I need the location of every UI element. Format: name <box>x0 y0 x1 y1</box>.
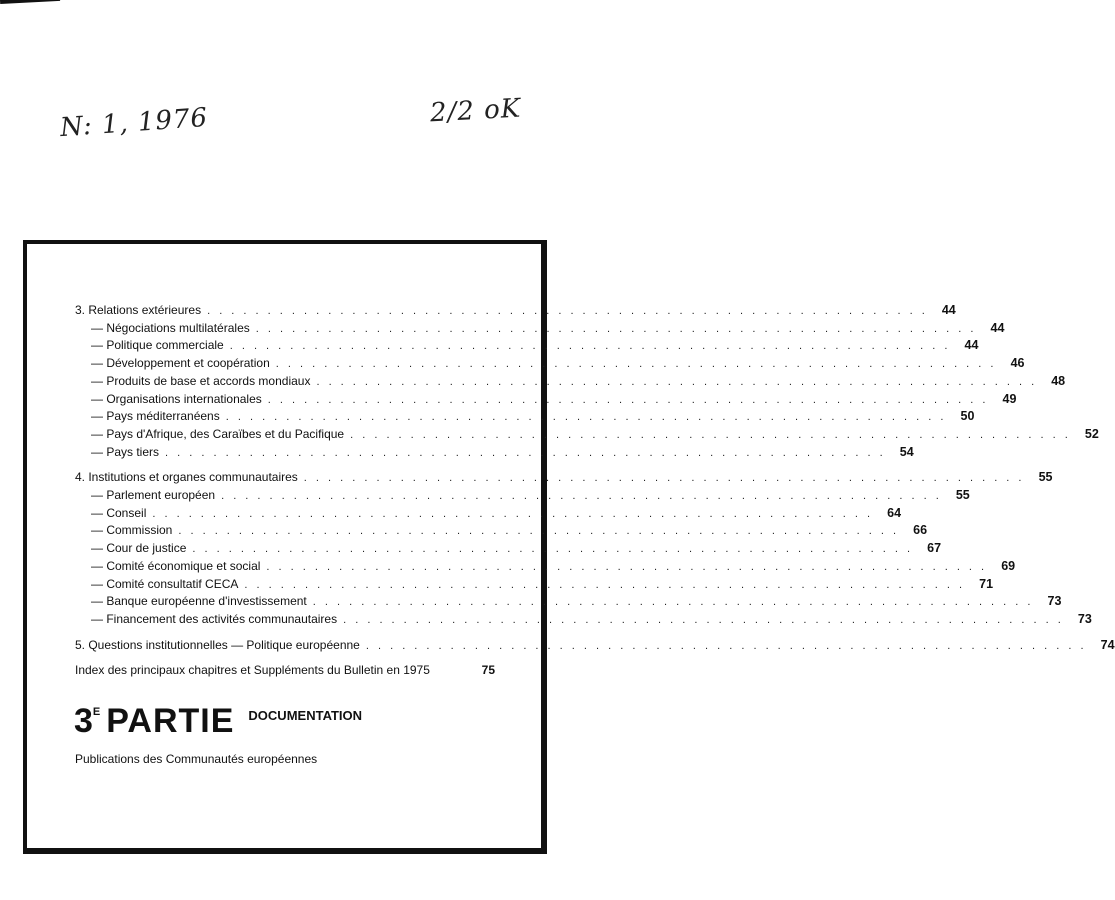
part-superscript: E <box>92 706 101 718</box>
toc-page-number: 69 <box>1001 558 1016 573</box>
toc-page-number: 73 <box>1047 594 1062 609</box>
toc-subentry <box>75 522 928 540</box>
toc-label: — Comité consultatif CECA <box>91 576 239 591</box>
toc-page-number: 71 <box>979 576 994 591</box>
toc-page-number: 44 <box>990 320 1005 335</box>
toc-label: — Banque européenne d'investissement <box>91 594 307 609</box>
toc-subentry <box>75 593 1062 611</box>
toc-subentry <box>75 355 1025 373</box>
toc-label: — Négociations multilatérales <box>91 320 250 335</box>
toc-page-number: 55 <box>1038 470 1053 485</box>
toc-label: — Pays méditerranéens <box>91 409 220 424</box>
toc-page-number: 48 <box>1051 373 1066 388</box>
index-entry <box>75 662 495 679</box>
spacer <box>75 654 495 662</box>
toc-subentry <box>75 611 1092 629</box>
dot-leader: . . . . . . . . . . . . . . . . . . . . . . . . . . . . . . . . . . . . . . . . . . . . . . . . . . . . . . . . . . . . <box>267 393 989 406</box>
dot-leader: . . . . . . . . . . . . . . . . . . . . . . . . . . . . . . . . . . . . . . . . . . . . . . . . . . . . . . . . . . . . <box>165 446 886 459</box>
dot-leader: . . . . . . . . . . . . . . . . . . . . . . . . . . . . . . . . . . . . . . . . . . . . . . . . . . . . . . . . . . . . <box>365 639 1087 652</box>
section-gap <box>75 461 495 469</box>
dot-leader: . . . . . . . . . . . . . . . . . . . . . . . . . . . . . . . . . . . . . . . . . . . . . . . . . . . . . . . . . . . . <box>244 578 966 591</box>
table-of-contents <box>75 302 1115 679</box>
toc-page-number: 54 <box>899 444 914 459</box>
dot-leader: . . . . . . . . . . . . . . . . . . . . . . . . . . . . . . . . . . . . . . . . . . . . . . . . . . . . . . . . . . . . <box>207 305 928 317</box>
toc-label: — Développement et coopération <box>91 356 270 371</box>
toc-label: 5. Questions institutionnelles — Politique européenne <box>75 637 360 652</box>
toc-label: 4. Institutions et organes communautaires <box>75 470 298 485</box>
dot-leader: . . . . . . . . . . . . . . . . . . . . . . . . . . . . . . . . . . . . . . . . . . . . . . . . . . . . . . . . . . . . <box>152 507 874 520</box>
part-subtitle: DOCUMENTATION <box>248 708 363 723</box>
toc-subentry <box>75 505 902 523</box>
toc-page-number: 50 <box>960 409 975 424</box>
toc-section <box>75 637 1115 655</box>
toc-label: — Parlement européen <box>91 488 216 503</box>
toc-page-number: 66 <box>913 523 928 538</box>
toc-subentry <box>75 444 914 462</box>
toc-section <box>75 302 956 320</box>
toc-label: — Conseil <box>91 505 147 520</box>
dot-leader: . . . . . . . . . . . . . . . . . . . . . . . . . . . . . . . . . . . . . . . . . . . . . . . . . . . . . . . . . . . . <box>225 411 947 424</box>
toc-page-number: 44 <box>964 338 979 353</box>
toc-subentry <box>75 426 1099 444</box>
toc-page-number: 52 <box>1084 426 1099 441</box>
dot-leader: . . . . . . . . . . . . . . . . . . . . . . . . . . . . . . . . . . . . . . . . . . . . . . . . . . . . . . . . . . . . <box>312 596 1034 609</box>
scan-mark <box>0 0 60 4</box>
part-word: PARTIE <box>106 702 235 740</box>
toc-label: — Financement des activités communautaires <box>91 611 338 626</box>
dot-leader: . . . . . . . . . . . . . . . . . . . . . . . . . . . . . . . . . . . . . . . . . . . . . . . . . . . . . . . . . . . . <box>350 428 1071 441</box>
toc-label: 3. Relations extérieures <box>75 303 202 317</box>
index-label: Index des principaux chapitres et Suppléments du Bulletin en 1975 <box>75 663 430 678</box>
toc-page-number: 67 <box>927 541 942 556</box>
toc-label: — Pays tiers <box>91 444 160 459</box>
dot-leader: . . . . . . . . . . . . . . . . . . . . . . . . . . . . . . . . . . . . . . . . . . . . . . . . . . . . . . . . . . . . <box>178 525 900 538</box>
dot-leader: . . . . . . . . . . . . . . . . . . . . . . . . . . . . . . . . . . . . . . . . . . . . . . . . . . . . . . . . . . . . <box>303 472 1025 485</box>
toc-label: — Produits de base et accords mondiaux <box>91 373 311 388</box>
toc-subentry <box>75 337 979 355</box>
toc-label: — Cour de justice <box>91 541 187 556</box>
toc-page-number: 74 <box>1100 637 1115 652</box>
toc-page-number: 73 <box>1077 611 1092 626</box>
dot-leader: . . . . . . . . . . . . . . . . . . . . . . . . . . . . . . . . . . . . . . . . . . . . . . . . . . . . . . . . . . . . <box>343 613 1064 626</box>
toc-subentry <box>75 391 1017 409</box>
toc-subentry <box>75 487 970 505</box>
dot-leader: . . . . . . . . . . . . . . . . . . . . . . . . . . . . . . . . . . . . . . . . . . . . . . . . . . . . . . . . . . . . <box>229 340 951 353</box>
toc-section <box>75 469 1053 487</box>
toc-label: — Comité économique et social <box>91 558 261 573</box>
handwritten-reference: N: 1, 1976 <box>59 102 209 144</box>
toc-subentry <box>75 558 1016 576</box>
part-heading <box>74 703 362 739</box>
toc-page-number: 44 <box>941 303 956 317</box>
toc-page-number: 49 <box>1002 391 1017 406</box>
toc-subentry <box>75 540 942 558</box>
toc-subentry <box>75 408 975 426</box>
dot-leader: . . . . . . . . . . . . . . . . . . . . . . . . . . . . . . . . . . . . . . . . . . . . . . . . . . . . . . . . . . . . <box>266 560 988 573</box>
dot-leader: . . . . . . . . . . . . . . . . . . . . . . . . . . . . . . . . . . . . . . . . . . . . . . . . . . . . . . . . . . . . <box>255 322 977 335</box>
toc-subentry <box>75 576 994 594</box>
toc-page-number: 64 <box>887 505 902 520</box>
section-gap <box>75 629 495 637</box>
toc-label: — Organisations internationales <box>91 391 262 406</box>
part-number: 3 <box>74 702 93 740</box>
toc-subentry <box>75 320 1005 338</box>
toc-label: — Politique commerciale <box>91 338 224 353</box>
toc-label: — Pays d'Afrique, des Caraïbes et du Pacifique <box>91 426 345 441</box>
toc-page-number: 55 <box>955 488 970 503</box>
toc-rows <box>75 302 1115 654</box>
dot-leader: . . . . . . . . . . . . . . . . . . . . . . . . . . . . . . . . . . . . . . . . . . . . . . . . . . . . . . . . . . . . <box>221 490 942 503</box>
index-page: 75 <box>481 663 495 678</box>
handwritten-note: 2/2 oK <box>429 93 522 129</box>
dot-leader: . . . . . . . . . . . . . . . . . . . . . . . . . . . . . . . . . . . . . . . . . . . . . . . . . . . . . . . . . . . . <box>192 543 914 556</box>
toc-label: — Commission <box>91 523 173 538</box>
dot-leader: . . . . . . . . . . . . . . . . . . . . . . . . . . . . . . . . . . . . . . . . . . . . . . . . . . . . . . . . . . . . <box>316 375 1038 388</box>
publications-line: Publications des Communautés européennes <box>75 752 318 766</box>
toc-page-number: 46 <box>1010 356 1025 371</box>
toc-subentry <box>75 373 1066 391</box>
dot-leader: . . . . . . . . . . . . . . . . . . . . . . . . . . . . . . . . . . . . . . . . . . . . . . . . . . . . . . . . . . . . <box>275 358 997 371</box>
